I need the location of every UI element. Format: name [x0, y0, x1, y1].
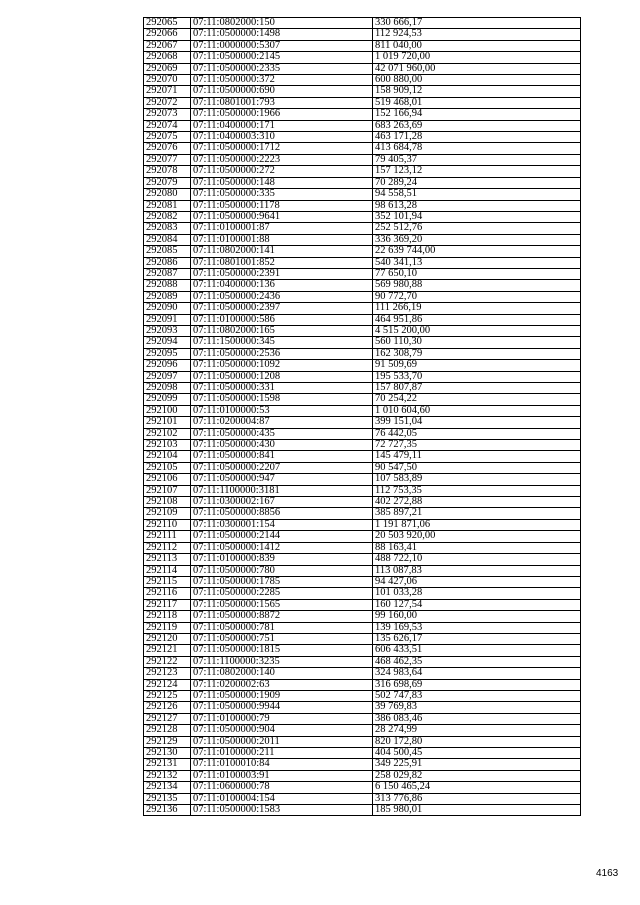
cadastral-value-cell: 820 172,80 [373, 736, 581, 747]
cadastral-number-cell: 07:11:1100000:3235 [191, 656, 373, 667]
row-number-cell: 292084 [144, 234, 191, 245]
row-number-cell: 292095 [144, 348, 191, 359]
cadastral-number-cell: 07:11:0500000:8872 [191, 611, 373, 622]
cadastral-value-cell: 160 127,54 [373, 599, 581, 610]
cadastral-value-cell: 600 880,00 [373, 75, 581, 86]
register-table-container [143, 17, 581, 816]
table-row [144, 462, 581, 473]
row-number-cell: 292070 [144, 75, 191, 86]
table-row [144, 63, 581, 74]
cadastral-value-cell: 1 010 604,60 [373, 405, 581, 416]
row-number-cell: 292108 [144, 497, 191, 508]
cadastral-number-cell: 07:11:0500000:904 [191, 725, 373, 736]
table-row [144, 702, 581, 713]
cadastral-value-cell: 28 274,99 [373, 725, 581, 736]
cadastral-number-cell: 07:11:0500000:331 [191, 383, 373, 394]
row-number-cell: 292134 [144, 782, 191, 793]
cadastral-number-cell: 07:11:0500000:2223 [191, 154, 373, 165]
cadastral-value-cell: 1 191 871,06 [373, 519, 581, 530]
row-number-cell: 292065 [144, 18, 191, 29]
table-row [144, 291, 581, 302]
cadastral-value-cell: 135 626,17 [373, 633, 581, 644]
cadastral-number-cell: 07:11:0300001:154 [191, 519, 373, 530]
table-row [144, 314, 581, 325]
table-row [144, 599, 581, 610]
cadastral-value-table [143, 17, 581, 816]
row-number-cell: 292097 [144, 371, 191, 382]
cadastral-value-cell: 683 263,69 [373, 120, 581, 131]
cadastral-number-cell: 07:11:0500000:1208 [191, 371, 373, 382]
cadastral-value-cell: 70 289,24 [373, 177, 581, 188]
cadastral-number-cell: 07:11:0500000:1092 [191, 360, 373, 371]
table-row [144, 75, 581, 86]
table-row [144, 257, 581, 268]
cadastral-number-cell: 07:11:0500000:8856 [191, 508, 373, 519]
cadastral-number-cell: 07:11:0500000:272 [191, 166, 373, 177]
cadastral-number-cell: 07:11:0801001:793 [191, 97, 373, 108]
row-number-cell: 292083 [144, 223, 191, 234]
cadastral-number-cell: 07:11:0500000:9641 [191, 211, 373, 222]
row-number-cell: 292067 [144, 40, 191, 51]
cadastral-number-cell: 07:11:0100004:154 [191, 793, 373, 804]
row-number-cell: 292075 [144, 132, 191, 143]
cadastral-number-cell: 07:11:0500000:2145 [191, 52, 373, 63]
table-row [144, 645, 581, 656]
row-number-cell: 292107 [144, 485, 191, 496]
row-number-cell: 292126 [144, 702, 191, 713]
table-row [144, 337, 581, 348]
cadastral-value-cell: 399 151,04 [373, 417, 581, 428]
table-row [144, 348, 581, 359]
row-number-cell: 292113 [144, 554, 191, 565]
table-row [144, 120, 581, 131]
table-row [144, 485, 581, 496]
table-row [144, 668, 581, 679]
table-row [144, 234, 581, 245]
cadastral-value-cell: 157 123,12 [373, 166, 581, 177]
cadastral-value-cell: 91 509,69 [373, 360, 581, 371]
table-body [144, 18, 581, 816]
row-number-cell: 292123 [144, 668, 191, 679]
cadastral-number-cell: 07:11:0400000:171 [191, 120, 373, 131]
row-number-cell: 292068 [144, 52, 191, 63]
table-row [144, 109, 581, 120]
table-row [144, 246, 581, 257]
cadastral-value-cell: 185 980,01 [373, 805, 581, 816]
table-row [144, 86, 581, 97]
cadastral-number-cell: 07:11:0000000:5307 [191, 40, 373, 51]
cadastral-value-cell: 352 101,94 [373, 211, 581, 222]
cadastral-number-cell: 07:11:0100000:79 [191, 713, 373, 724]
page-number: 4163 [596, 868, 619, 879]
table-row [144, 40, 581, 51]
row-number-cell: 292119 [144, 622, 191, 633]
cadastral-number-cell: 07:11:0500000:1815 [191, 645, 373, 656]
cadastral-number-cell: 07:11:0500000:2536 [191, 348, 373, 359]
cadastral-value-cell: 112 924,53 [373, 29, 581, 40]
cadastral-value-cell: 324 983,64 [373, 668, 581, 679]
cadastral-value-cell: 258 029,82 [373, 770, 581, 781]
table-row [144, 394, 581, 405]
row-number-cell: 292100 [144, 405, 191, 416]
row-number-cell: 292130 [144, 748, 191, 759]
table-row [144, 679, 581, 690]
row-number-cell: 292069 [144, 63, 191, 74]
cadastral-number-cell: 07:11:0400003:310 [191, 132, 373, 143]
cadastral-value-cell: 330 666,17 [373, 18, 581, 29]
cadastral-number-cell: 07:11:0200004:87 [191, 417, 373, 428]
row-number-cell: 292136 [144, 805, 191, 816]
table-row [144, 417, 581, 428]
cadastral-value-cell: 464 951,86 [373, 314, 581, 325]
cadastral-number-cell: 07:11:0500000:2285 [191, 588, 373, 599]
table-row [144, 713, 581, 724]
cadastral-value-cell: 39 769,83 [373, 702, 581, 713]
table-row [144, 280, 581, 291]
row-number-cell: 292076 [144, 143, 191, 154]
row-number-cell: 292087 [144, 268, 191, 279]
row-number-cell: 292128 [144, 725, 191, 736]
row-number-cell: 292105 [144, 462, 191, 473]
row-number-cell: 292080 [144, 189, 191, 200]
cadastral-number-cell: 07:11:0802000:141 [191, 246, 373, 257]
cadastral-number-cell: 07:11:0100001:87 [191, 223, 373, 234]
cadastral-value-cell: 79 405,37 [373, 154, 581, 165]
row-number-cell: 292120 [144, 633, 191, 644]
table-row [144, 451, 581, 462]
cadastral-value-cell: 402 272,88 [373, 497, 581, 508]
cadastral-number-cell: 07:11:0500000:751 [191, 633, 373, 644]
table-row [144, 633, 581, 644]
row-number-cell: 292071 [144, 86, 191, 97]
cadastral-number-cell: 07:11:0200002:63 [191, 679, 373, 690]
cadastral-number-cell: 07:11:0500000:335 [191, 189, 373, 200]
row-number-cell: 292082 [144, 211, 191, 222]
cadastral-number-cell: 07:11:0300002:167 [191, 497, 373, 508]
table-row [144, 143, 581, 154]
cadastral-number-cell: 07:11:0500000:372 [191, 75, 373, 86]
cadastral-number-cell: 07:11:0100010:84 [191, 759, 373, 770]
cadastral-value-cell: 90 772,70 [373, 291, 581, 302]
cadastral-value-cell: 519 468,01 [373, 97, 581, 108]
cadastral-value-cell: 569 980,88 [373, 280, 581, 291]
cadastral-number-cell: 07:11:0500000:1785 [191, 576, 373, 587]
row-number-cell: 292124 [144, 679, 191, 690]
row-number-cell: 292101 [144, 417, 191, 428]
table-row [144, 154, 581, 165]
cadastral-number-cell: 07:11:0100000:586 [191, 314, 373, 325]
cadastral-number-cell: 07:11:0400000:136 [191, 280, 373, 291]
table-row [144, 166, 581, 177]
cadastral-value-cell: 72 727,35 [373, 440, 581, 451]
cadastral-number-cell: 07:11:0600000:78 [191, 782, 373, 793]
table-row [144, 383, 581, 394]
table-row [144, 656, 581, 667]
row-number-cell: 292118 [144, 611, 191, 622]
cadastral-value-cell: 252 512,76 [373, 223, 581, 234]
row-number-cell: 292103 [144, 440, 191, 451]
cadastral-value-cell: 112 753,35 [373, 485, 581, 496]
cadastral-number-cell: 07:11:0500000:2391 [191, 268, 373, 279]
cadastral-number-cell: 07:11:0100001:88 [191, 234, 373, 245]
table-row [144, 497, 581, 508]
cadastral-value-cell: 76 442,05 [373, 428, 581, 439]
table-row [144, 303, 581, 314]
table-row [144, 18, 581, 29]
cadastral-number-cell: 07:11:0802000:140 [191, 668, 373, 679]
row-number-cell: 292086 [144, 257, 191, 268]
cadastral-value-cell: 811 040,00 [373, 40, 581, 51]
row-number-cell: 292115 [144, 576, 191, 587]
cadastral-value-cell: 42 071 960,00 [373, 63, 581, 74]
cadastral-number-cell: 07:11:0500000:947 [191, 474, 373, 485]
table-row [144, 223, 581, 234]
cadastral-value-cell: 20 503 920,00 [373, 531, 581, 542]
cadastral-value-cell: 606 433,51 [373, 645, 581, 656]
cadastral-value-cell: 560 110,30 [373, 337, 581, 348]
table-row [144, 770, 581, 781]
cadastral-value-cell: 540 341,13 [373, 257, 581, 268]
cadastral-value-cell: 488 722,10 [373, 554, 581, 565]
cadastral-number-cell: 07:11:0500000:690 [191, 86, 373, 97]
table-row [144, 132, 581, 143]
table-row [144, 725, 581, 736]
table-row [144, 508, 581, 519]
row-number-cell: 292074 [144, 120, 191, 131]
row-number-cell: 292096 [144, 360, 191, 371]
row-number-cell: 292132 [144, 770, 191, 781]
cadastral-value-cell: 336 369,20 [373, 234, 581, 245]
cadastral-value-cell: 404 500,45 [373, 748, 581, 759]
row-number-cell: 292078 [144, 166, 191, 177]
cadastral-number-cell: 07:11:0500000:1565 [191, 599, 373, 610]
row-number-cell: 292125 [144, 690, 191, 701]
table-row [144, 360, 581, 371]
table-row [144, 782, 581, 793]
table-row [144, 611, 581, 622]
cadastral-number-cell: 07:11:0500000:2144 [191, 531, 373, 542]
cadastral-number-cell: 07:11:0500000:1909 [191, 690, 373, 701]
table-row [144, 531, 581, 542]
row-number-cell: 292099 [144, 394, 191, 405]
cadastral-value-cell: 1 019 720,00 [373, 52, 581, 63]
cadastral-number-cell: 07:11:0500000:781 [191, 622, 373, 633]
row-number-cell: 292109 [144, 508, 191, 519]
cadastral-value-cell: 88 163,41 [373, 542, 581, 553]
cadastral-value-cell: 385 897,21 [373, 508, 581, 519]
cadastral-value-cell: 101 033,28 [373, 588, 581, 599]
cadastral-value-cell: 195 533,70 [373, 371, 581, 382]
table-row [144, 200, 581, 211]
row-number-cell: 292129 [144, 736, 191, 747]
row-number-cell: 292093 [144, 325, 191, 336]
cadastral-value-cell: 463 171,28 [373, 132, 581, 143]
cadastral-number-cell: 07:11:0500000:780 [191, 565, 373, 576]
row-number-cell: 292122 [144, 656, 191, 667]
cadastral-number-cell: 07:11:0802000:165 [191, 325, 373, 336]
cadastral-number-cell: 07:11:0500000:1712 [191, 143, 373, 154]
cadastral-value-cell: 107 583,89 [373, 474, 581, 485]
table-row [144, 565, 581, 576]
cadastral-value-cell: 145 479,11 [373, 451, 581, 462]
cadastral-number-cell: 07:11:0500000:1598 [191, 394, 373, 405]
cadastral-number-cell: 07:11:0500000:2436 [191, 291, 373, 302]
table-row [144, 588, 581, 599]
table-row [144, 268, 581, 279]
cadastral-value-cell: 4 515 200,00 [373, 325, 581, 336]
cadastral-value-cell: 502 747,83 [373, 690, 581, 701]
row-number-cell: 292073 [144, 109, 191, 120]
row-number-cell: 292127 [144, 713, 191, 724]
row-number-cell: 292114 [144, 565, 191, 576]
row-number-cell: 292088 [144, 280, 191, 291]
row-number-cell: 292111 [144, 531, 191, 542]
row-number-cell: 292090 [144, 303, 191, 314]
cadastral-value-cell: 22 639 744,00 [373, 246, 581, 257]
cadastral-value-cell: 152 166,94 [373, 109, 581, 120]
row-number-cell: 292131 [144, 759, 191, 770]
cadastral-value-cell: 158 909,12 [373, 86, 581, 97]
row-number-cell: 292094 [144, 337, 191, 348]
table-row [144, 371, 581, 382]
cadastral-number-cell: 07:11:0500000:1583 [191, 805, 373, 816]
cadastral-value-cell: 386 083,46 [373, 713, 581, 724]
cadastral-value-cell: 157 807,87 [373, 383, 581, 394]
table-row [144, 542, 581, 553]
cadastral-number-cell: 07:11:0500000:2207 [191, 462, 373, 473]
cadastral-value-cell: 349 225,91 [373, 759, 581, 770]
row-number-cell: 292066 [144, 29, 191, 40]
cadastral-number-cell: 07:11:0100000:53 [191, 405, 373, 416]
table-row [144, 690, 581, 701]
cadastral-number-cell: 07:11:0100003:91 [191, 770, 373, 781]
row-number-cell: 292106 [144, 474, 191, 485]
cadastral-number-cell: 07:11:0500000:9944 [191, 702, 373, 713]
table-row [144, 428, 581, 439]
cadastral-number-cell: 07:11:0500000:1498 [191, 29, 373, 40]
table-row [144, 440, 581, 451]
row-number-cell: 292121 [144, 645, 191, 656]
table-row [144, 793, 581, 804]
cadastral-value-cell: 90 547,50 [373, 462, 581, 473]
table-row [144, 474, 581, 485]
row-number-cell: 292077 [144, 154, 191, 165]
row-number-cell: 292104 [144, 451, 191, 462]
table-row [144, 405, 581, 416]
table-row [144, 622, 581, 633]
cadastral-number-cell: 07:11:0500000:435 [191, 428, 373, 439]
row-number-cell: 292081 [144, 200, 191, 211]
table-row [144, 189, 581, 200]
cadastral-number-cell: 07:11:0500000:2011 [191, 736, 373, 747]
cadastral-value-cell: 316 698,69 [373, 679, 581, 690]
cadastral-value-cell: 77 650,10 [373, 268, 581, 279]
cadastral-number-cell: 07:11:0500000:430 [191, 440, 373, 451]
row-number-cell: 292116 [144, 588, 191, 599]
cadastral-number-cell: 07:11:0500000:841 [191, 451, 373, 462]
cadastral-value-cell: 94 558,51 [373, 189, 581, 200]
row-number-cell: 292098 [144, 383, 191, 394]
cadastral-value-cell: 70 254,22 [373, 394, 581, 405]
row-number-cell: 292089 [144, 291, 191, 302]
cadastral-number-cell: 07:11:1100000:3181 [191, 485, 373, 496]
row-number-cell: 292091 [144, 314, 191, 325]
cadastral-number-cell: 07:11:0100000:211 [191, 748, 373, 759]
row-number-cell: 292135 [144, 793, 191, 804]
table-row [144, 211, 581, 222]
row-number-cell: 292102 [144, 428, 191, 439]
cadastral-value-cell: 113 087,83 [373, 565, 581, 576]
table-row [144, 97, 581, 108]
cadastral-value-cell: 162 308,79 [373, 348, 581, 359]
table-row [144, 29, 581, 40]
cadastral-number-cell: 07:11:0500000:1966 [191, 109, 373, 120]
table-row [144, 52, 581, 63]
cadastral-number-cell: 07:11:0100000:839 [191, 554, 373, 565]
table-row [144, 736, 581, 747]
table-row [144, 805, 581, 816]
cadastral-number-cell: 07:11:0500000:1178 [191, 200, 373, 211]
table-row [144, 325, 581, 336]
cadastral-value-cell: 139 169,53 [373, 622, 581, 633]
cadastral-value-cell: 6 150 465,24 [373, 782, 581, 793]
cadastral-value-cell: 468 462,35 [373, 656, 581, 667]
table-row [144, 748, 581, 759]
table-row [144, 177, 581, 188]
cadastral-number-cell: 07:11:0500000:2335 [191, 63, 373, 74]
row-number-cell: 292117 [144, 599, 191, 610]
cadastral-value-cell: 111 266,19 [373, 303, 581, 314]
cadastral-value-cell: 413 684,78 [373, 143, 581, 154]
cadastral-number-cell: 07:11:0500000:1412 [191, 542, 373, 553]
cadastral-value-cell: 98 613,28 [373, 200, 581, 211]
cadastral-number-cell: 07:11:1500000:345 [191, 337, 373, 348]
cadastral-number-cell: 07:11:0801001:852 [191, 257, 373, 268]
table-row [144, 759, 581, 770]
row-number-cell: 292072 [144, 97, 191, 108]
table-row [144, 576, 581, 587]
cadastral-number-cell: 07:11:0802000:150 [191, 18, 373, 29]
row-number-cell: 292085 [144, 246, 191, 257]
cadastral-value-cell: 94 427,06 [373, 576, 581, 587]
cadastral-number-cell: 07:11:0500000:148 [191, 177, 373, 188]
table-row [144, 519, 581, 530]
cadastral-value-cell: 313 776,86 [373, 793, 581, 804]
row-number-cell: 292079 [144, 177, 191, 188]
table-row [144, 554, 581, 565]
row-number-cell: 292110 [144, 519, 191, 530]
row-number-cell: 292112 [144, 542, 191, 553]
cadastral-number-cell: 07:11:0500000:2397 [191, 303, 373, 314]
cadastral-value-cell: 99 160,00 [373, 611, 581, 622]
